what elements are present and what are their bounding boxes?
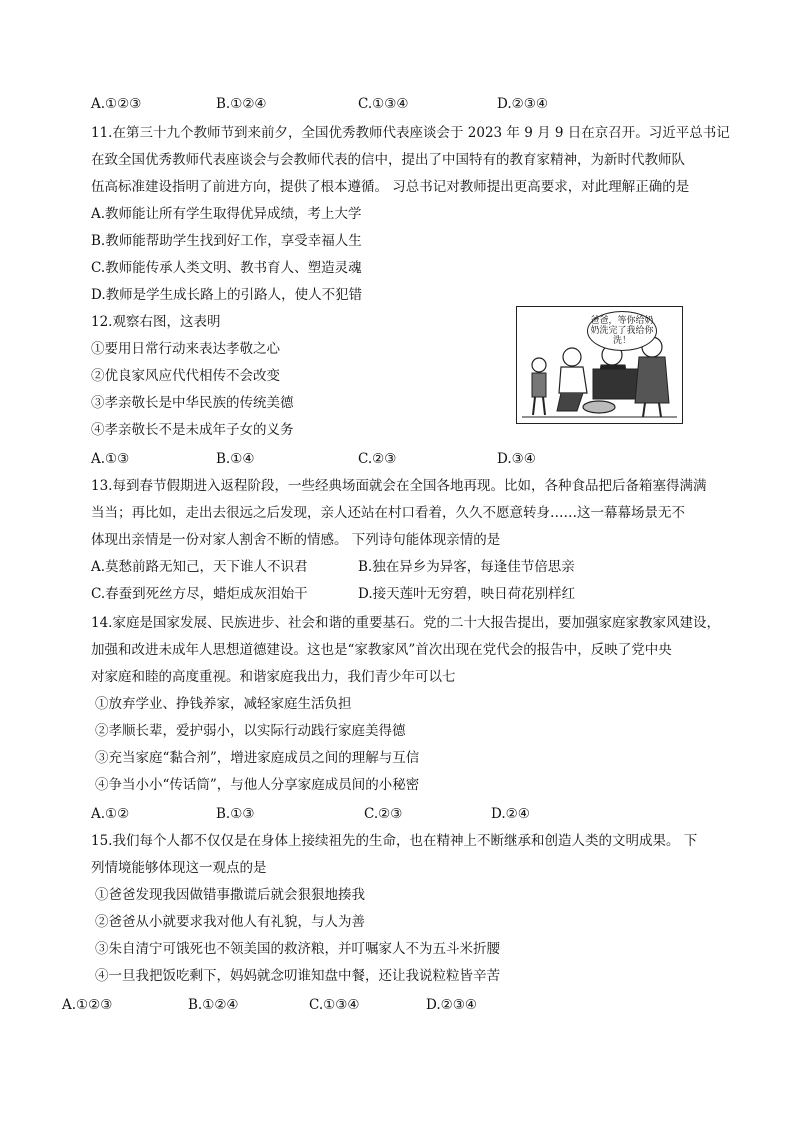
q12-option-a: A.①③ [91, 451, 130, 467]
q14-item-4: ④争当小小“传话筒”，与他人分享家庭成员间的小秘密 [95, 777, 420, 793]
q12-option-d: D.③④ [497, 451, 536, 467]
q15-stem-line-2: 列情境能够体现这一观点的是 [91, 860, 267, 876]
q13-option-b: B.独在异乡为异客，每逢佳节倍思亲 [358, 559, 575, 575]
q12-option-c: C.②③ [358, 451, 397, 467]
q15-item-3: ③朱自清宁可饿死也不领美国的救济粮，并叮嘱家人不为五斗米折腰 [95, 941, 500, 957]
q14-stem-line-2: 加强和改进未成年人思想道德建设。这也是“家教家风”首次出现在党代会的报告中，反映了党中央 [91, 642, 672, 658]
q15-option-b: B.①②④ [188, 997, 239, 1013]
q10-option-a: A.①②③ [91, 96, 142, 112]
q10-option-b: B.①②④ [216, 96, 267, 112]
cartoon-speech-bubble: 爸爸，等你给奶奶洗完了我给你洗！ [587, 311, 657, 351]
q11-option-a: A.教师能让所有学生取得优异成绩，考上大学 [91, 206, 362, 222]
q11-stem-line-2: 在致全国优秀教师代表座谈会与会教师代表的信中，提出了中国特有的教育家精神，为新时代教师队 [91, 152, 685, 168]
q12-option-b: B.①④ [216, 451, 255, 467]
q14-option-a: A.①② [91, 806, 130, 822]
q11-stem-line-3: 伍高标准建设指明了前进方向，提供了根本遵循。 习总书记对教师提出更高要求，对此理解正确的是 [91, 179, 690, 195]
q11-stem-line-1: 11.在第三十九个教师节到来前夕，全国优秀教师代表座谈会于 2023 年 9 月 9 日在京召开。习近平总书记 [91, 125, 730, 141]
q11-option-c: C.教师能传承人类文明、教书育人、塑造灵魂 [91, 260, 362, 276]
q10-option-d: D.②③④ [497, 96, 548, 112]
q10-option-c: C.①③④ [358, 96, 409, 112]
q14-item-3: ③充当家庭“黏合剂”，增进家庭成员之间的理解与互信 [95, 750, 420, 766]
q15-stem-line-1: 15.我们每个人都不仅仅是在身体上接续祖先的生命，也在精神上不断继承和创造人类的文明成果。 下 [91, 833, 698, 849]
q14-option-c: C.②③ [364, 806, 403, 822]
q13-option-a: A.莫愁前路无知己，天下谁人不识君 [91, 559, 308, 575]
q13-option-d: D.接天莲叶无穷碧，映日荷花别样红 [358, 586, 576, 602]
q12-stem: 12.观察右图，这表明 [91, 314, 221, 330]
q15-option-a: A.①②③ [62, 997, 113, 1013]
q13-stem-line-2: 当当；再比如，走出去很远之后发现，亲人还站在村口看着，久久不愿意转身……这一幕幕场景无不 [91, 505, 685, 521]
q14-item-1: ①放弃学业、挣钱养家，减轻家庭生活负担 [95, 696, 352, 712]
q12-item-1: ①要用日常行动来表达孝敬之心 [91, 341, 280, 357]
q13-option-c: C.春蚕到死丝方尽，蜡炬成灰泪始干 [91, 586, 308, 602]
q11-option-d: D.教师是学生成长路上的引路人，使人不犯错 [91, 287, 363, 303]
q14-option-d: D.②④ [491, 806, 530, 822]
q15-item-2: ②爸爸从小就要求我对他人有礼貌，与人为善 [95, 914, 365, 930]
q13-stem-line-1: 13.每到春节假期进入返程阶段，一些经典场面就会在全国各地再现。比如，各种食品把后备箱塞得满满 [91, 478, 707, 494]
q15-item-4: ④一旦我把饭吃剩下，妈妈就念叨谁知盘中餐，还让我说粒粒皆辛苦 [95, 968, 500, 984]
q11-option-b: B.教师能帮助学生找到好工作，享受幸福人生 [91, 233, 362, 249]
family-cartoon-image [516, 306, 683, 424]
q15-option-d: D.②③④ [426, 997, 477, 1013]
q12-item-2: ②优良家风应代代相传不会改变 [91, 368, 280, 384]
q14-stem-line-3: 对家庭和睦的高度重视。和谐家庭我出力，我们青少年可以七 [91, 669, 456, 685]
q14-item-2: ②孝顺长辈，爱护弱小，以实际行动践行家庭美得德 [95, 723, 406, 739]
q14-stem-line-1: 14.家庭是国家发展、民族进步、社会和谐的重要基石。党的二十大报告提出，要加强家庭家教家风建设， [91, 615, 720, 631]
q15-option-c: C.①③④ [309, 997, 360, 1013]
q13-stem-line-3: 体现出亲情是一份对家人割舍不断的情感。 下列诗句能体现亲情的是 [91, 532, 501, 548]
q14-option-b: B.①③ [216, 806, 255, 822]
q12-item-3: ③孝亲敬长是中华民族的传统美德 [91, 395, 294, 411]
q12-item-4: ④孝亲敬长不是未成年子女的义务 [91, 422, 294, 438]
q15-item-1: ①爸爸发现我因做错事撒谎后就会狠狠地揍我 [95, 887, 365, 903]
